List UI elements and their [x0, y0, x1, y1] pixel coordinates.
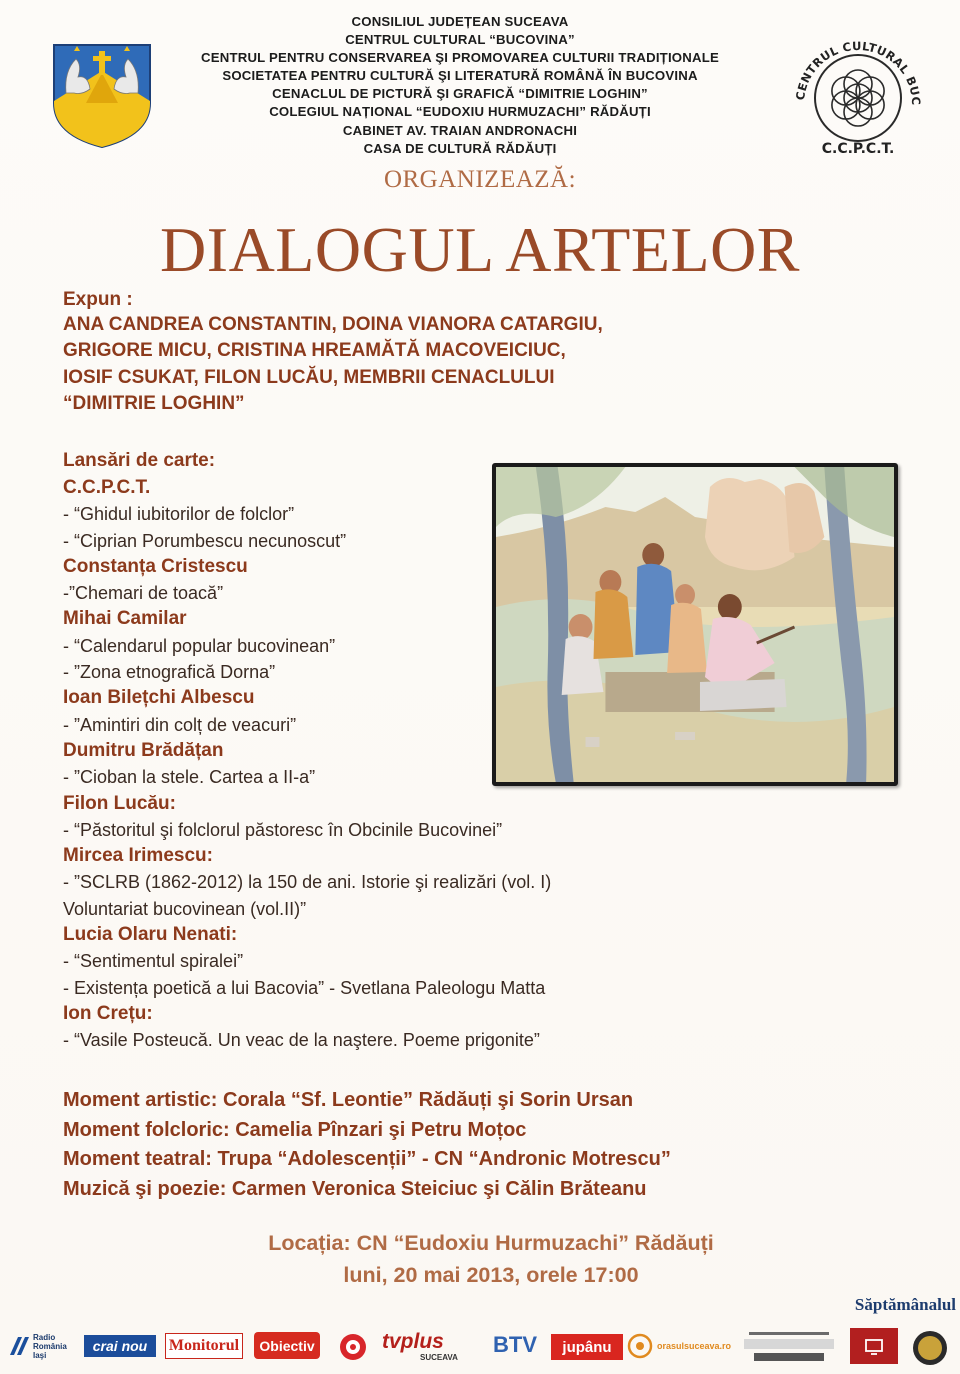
book-title: - “Ghidul iubitorilor de folclor”: [63, 504, 295, 525]
moment-line: Moment folcloric: Camelia Pînzari şi Petru Moțoc: [63, 1118, 527, 1141]
seal-abbreviation: C.C.P.C.T.: [821, 141, 895, 157]
tvplus-sub-label: SUCEAVA: [420, 1352, 458, 1362]
coat-of-arms-emblem: [52, 43, 152, 149]
moment-line: Moment teatral: Trupa “Adolescenții” - CN “Andronic Motrescu”: [63, 1148, 671, 1170]
book-title: - “Ciprian Porumbescu necunoscut”: [63, 530, 347, 551]
monitorul-label: Monitorul: [168, 1337, 240, 1354]
exhibitors-line: GRIGORE MICU, CRISTINA HREAMĂTĂ MACOVEICIUC,: [63, 340, 566, 362]
organizer-line: CENTRUL CULTURAL “BUCOVINA”: [345, 32, 575, 48]
orasul-suceava-logo: [627, 1330, 735, 1362]
organizeaza-heading: ORGANIZEAZĂ:: [383, 166, 577, 193]
book-title: - “Calendarul popular bucovinean”: [63, 635, 336, 656]
crai-nou-label: crai nou: [92, 1338, 148, 1354]
tv-icon: [864, 1336, 884, 1356]
organizer-line: SOCIETATEA PENTRU CULTURĂ ŞI LITERATURĂ ROMÂNĂ ÎN BUCOVINA: [222, 68, 698, 84]
book-author: Constanța Cristescu: [63, 555, 248, 577]
media-partners-strip: [0, 1290, 960, 1374]
book-title: - ”Zona etnografică Dorna”: [63, 662, 276, 683]
organizer-line: CASA DE CULTURĂ RĂDĂUȚI: [363, 140, 557, 156]
exhibitors-section: [63, 288, 923, 417]
event-title: DIALOGUL ARTELOR: [160, 214, 800, 285]
book-title: -”Chemari de toacă”: [63, 583, 224, 604]
organizer-line: COLEGIUL NAȚIONAL “EUDOXIU HURMUZACHI” RĂDĂUȚI: [269, 104, 651, 120]
btv-logo: [486, 1326, 544, 1364]
exhibitors-line: ANA CANDREA CONSTANTIN, DOINA VIANORA CATARGIU,: [63, 314, 603, 335]
obiectiv-logo: [254, 1332, 320, 1359]
book-launches-label: Lansări de carte:: [63, 450, 216, 471]
exhibitors-line: IOSIF CSUKAT, FILON LUCĂU, MEMBRII CENACLULUI: [63, 366, 555, 388]
moment-line: Muzică şi poezie: Carmen Veronica Steiciuc şi Călin Brăteanu: [63, 1177, 647, 1200]
media-broadcast-icon: [333, 1330, 373, 1362]
exhibitors-label: Expun :: [63, 289, 133, 310]
book-author: Ion Crețu:: [63, 1002, 153, 1024]
medal-icon: [910, 1328, 950, 1368]
radio-romania-logo: [8, 1328, 78, 1364]
radio-romania-label: Radio România Iaşi: [33, 1332, 67, 1360]
obiectiv-label: Obiectiv: [259, 1337, 315, 1354]
book-title: - ”Cioban la stele. Cartea a II-a”: [63, 767, 316, 788]
book-title: - ”Amintiri din colț de veacuri”: [63, 714, 297, 735]
event-location: [0, 1227, 960, 1291]
book-author: Lucia Olaru Nenati:: [63, 924, 238, 946]
book-author: C.C.P.C.T.: [63, 477, 151, 498]
saptamanalul-logo: [838, 1290, 956, 1320]
location-datetime: luni, 20 mai 2013, orele 17:00: [343, 1263, 639, 1287]
book-title: - “Sentimentul spiralei”: [63, 951, 244, 972]
jupanu-logo: [551, 1334, 623, 1360]
orasul-round-icon: [627, 1333, 653, 1359]
book-title: - “Păstoritul şi folclorul păstoresc în Obcinile Bucovinei”: [63, 819, 503, 840]
book-title: - “Vasile Posteucă. Un veac de la naştere. Poeme prigonite”: [63, 1030, 540, 1051]
crai-nou-logo: [84, 1335, 156, 1357]
location-place: Locația: CN “Eudoxiu Hurmuzachi” Rădăuți: [268, 1231, 714, 1255]
jupanu-label: jupânu: [562, 1338, 612, 1356]
book-title: Voluntariat bucovinean (vol.II)”: [63, 898, 307, 919]
book-title: - Existența poetică a lui Bacovia” - Svetlana Paleologu Matta: [63, 977, 546, 998]
saptamanalul-label: Săptămânalul: [854, 1295, 956, 1314]
organizer-line: CENTRUL PENTRU CONSERVAREA ŞI PROMOVAREA CULTURII TRADIȚIONALE: [201, 50, 719, 66]
ccpct-seal-logo: [782, 24, 934, 160]
seal-arc-text: CENTRUL CULTURAL BUC: [793, 38, 924, 106]
painting-image: [492, 463, 898, 786]
moment-line: Moment artistic: Corala “Sf. Leontie” Rădăuți şi Sorin Ursan: [63, 1089, 634, 1111]
exhibitors-line: “DIMITRIE LOGHIN”: [63, 392, 245, 414]
newspaper-logo: [740, 1328, 838, 1364]
monitorul-logo: [165, 1333, 243, 1359]
gold-seal-logo: [908, 1328, 952, 1368]
btv-label: BTV: [493, 1332, 537, 1357]
radio-waves-icon: [8, 1335, 30, 1357]
book-author: Dumitru Brădățan: [63, 739, 224, 761]
book-author: Filon Lucău:: [63, 792, 176, 814]
organizer-line: CENACLUL DE PICTURĂ ŞI GRAFICĂ “DIMITRIE LOGHIN”: [272, 86, 648, 102]
orasul-label: orasulsuceava.ro: [657, 1341, 732, 1351]
book-author: Mircea Irimescu:: [63, 845, 213, 867]
organizer-line: CABINET AV. TRAIAN ANDRONACHI: [342, 122, 578, 138]
tv-channel-logo: [850, 1328, 898, 1364]
book-title: - ”SCLRB (1862-2012) la 150 de ani. Istorie şi realizări (vol. I): [63, 872, 552, 893]
organizers-list: [160, 13, 760, 158]
book-author: Ioan Bilețchi Albescu: [63, 687, 255, 709]
organizer-line: CONSILIUL JUDEȚEAN SUCEAVA: [351, 14, 569, 29]
tvplus-logo: [382, 1328, 478, 1364]
book-author: Mihai Camilar: [63, 608, 187, 630]
media-logo: [331, 1330, 375, 1362]
artistic-moments: [63, 1086, 923, 1204]
tvplus-label: tvplus: [382, 1329, 444, 1353]
